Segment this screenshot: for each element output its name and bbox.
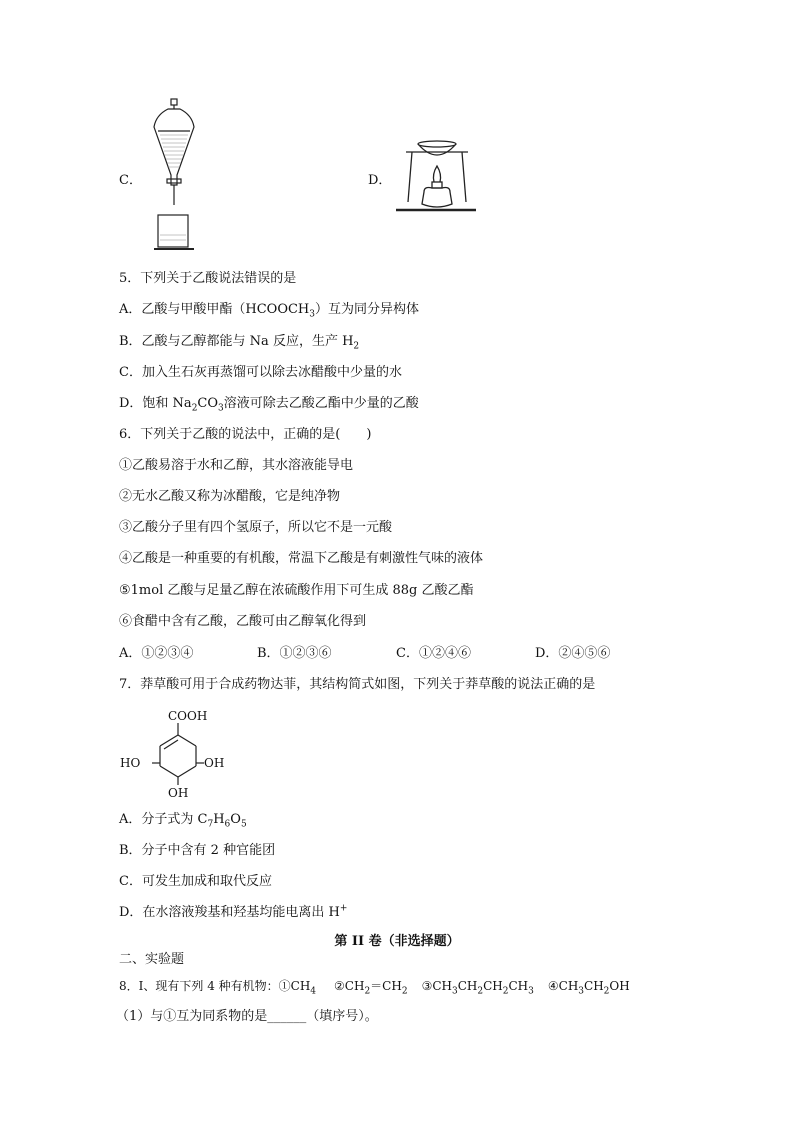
q8-subquestion-1: （1）与①互为同系物的是______（填序号）。: [116, 1009, 378, 1024]
q6-option-a: A．①②③④: [119, 646, 194, 661]
q5-option-b: B．乙酸与乙醇都能与 Na 反应，生产 $H_2$: [119, 334, 360, 352]
q6-statement-4: ④乙酸是一种重要的有机酸，常温下乙酸是有刺激性气味的液体: [119, 551, 484, 566]
q8-organic-4: $④CH_3CH_2OH$: [547, 979, 630, 997]
option-d-label: D．: [368, 173, 392, 188]
q6-option-d: D．②④⑤⑥: [535, 646, 611, 661]
shikimic-acid-structure: [118, 705, 238, 800]
q7-option-d: D．在水溶液羧基和羟基均能电离出 H+: [119, 903, 348, 920]
q5-stem: 5．下列关于乙酸说法错误的是: [119, 271, 297, 286]
option-c-label: C．: [119, 173, 142, 188]
structure-oh-right-label: OH: [204, 756, 225, 770]
q5-option-c: C．加入生石灰再蒸馏可以除去冰醋酸中少量的水: [119, 365, 402, 380]
q6-statement-6: ⑥食醋中含有乙酸，乙酸可由乙醇氧化得到: [119, 614, 367, 629]
q8-organic-2: $②CH_2=CH_2$: [334, 979, 408, 997]
section-heading: 二、实验题: [119, 952, 185, 967]
separatory-funnel-icon: [140, 95, 210, 255]
q7-option-b: B．分子中含有 2 种官能团: [119, 843, 276, 858]
q6-statement-3: ③乙酸分子里有四个氢原子，所以它不是一元酸: [119, 520, 393, 535]
q7-option-c: C．可发生加成和取代反应: [119, 874, 272, 889]
q6-stem: 6．下列关于乙酸的说法中，正确的是( ): [119, 427, 372, 442]
structure-cooh-label: COOH: [168, 709, 208, 723]
structure-ho-label: HO: [120, 756, 141, 770]
q8-organic-1: $①CH_4$: [278, 979, 317, 997]
q8-organic-3: $③CH_3CH_2CH_2CH_3$: [421, 979, 534, 997]
q8-intro: 8．I、现有下列 4 种有机物：$①CH_4$ $②CH_2=CH_2$ $③CH_3CH_2CH_2CH_3$ $④CH_3CH_2OH$: [119, 979, 630, 997]
q6-option-c: C．①②④⑥: [396, 646, 471, 661]
q6-option-b: B．①②③⑥: [257, 646, 332, 661]
q6-statement-5: ⑤1mol 乙酸与足量乙醇在浓硫酸作用下可生成 88g 乙酸乙酯: [119, 583, 474, 598]
section-title: 第 II 卷（非选择题）: [334, 934, 460, 949]
q6-statement-2: ②无水乙酸又称为冰醋酸，它是纯净物: [119, 489, 341, 504]
q7-option-a: A．分子式为 $C_7H_6O_5$: [119, 812, 247, 830]
q5-option-d: D．饱和 $Na_2CO_3$溶液可除去乙酸乙酯中少量的乙酸: [119, 396, 419, 414]
q5-option-a: A．乙酸与甲酸甲酯$(HCOOCH_3)$互为同分异构体: [119, 302, 420, 320]
q6-statement-1: ①乙酸易溶于水和乙醇，其水溶液能导电: [119, 458, 354, 473]
structure-oh-bottom-label: OH: [168, 786, 189, 800]
q7-stem: 7．莽草酸可用于合成药物达菲，其结构简式如图，下列关于莽草酸的说法正确的是: [119, 677, 596, 692]
evaporation-apparatus-icon: [394, 132, 480, 216]
